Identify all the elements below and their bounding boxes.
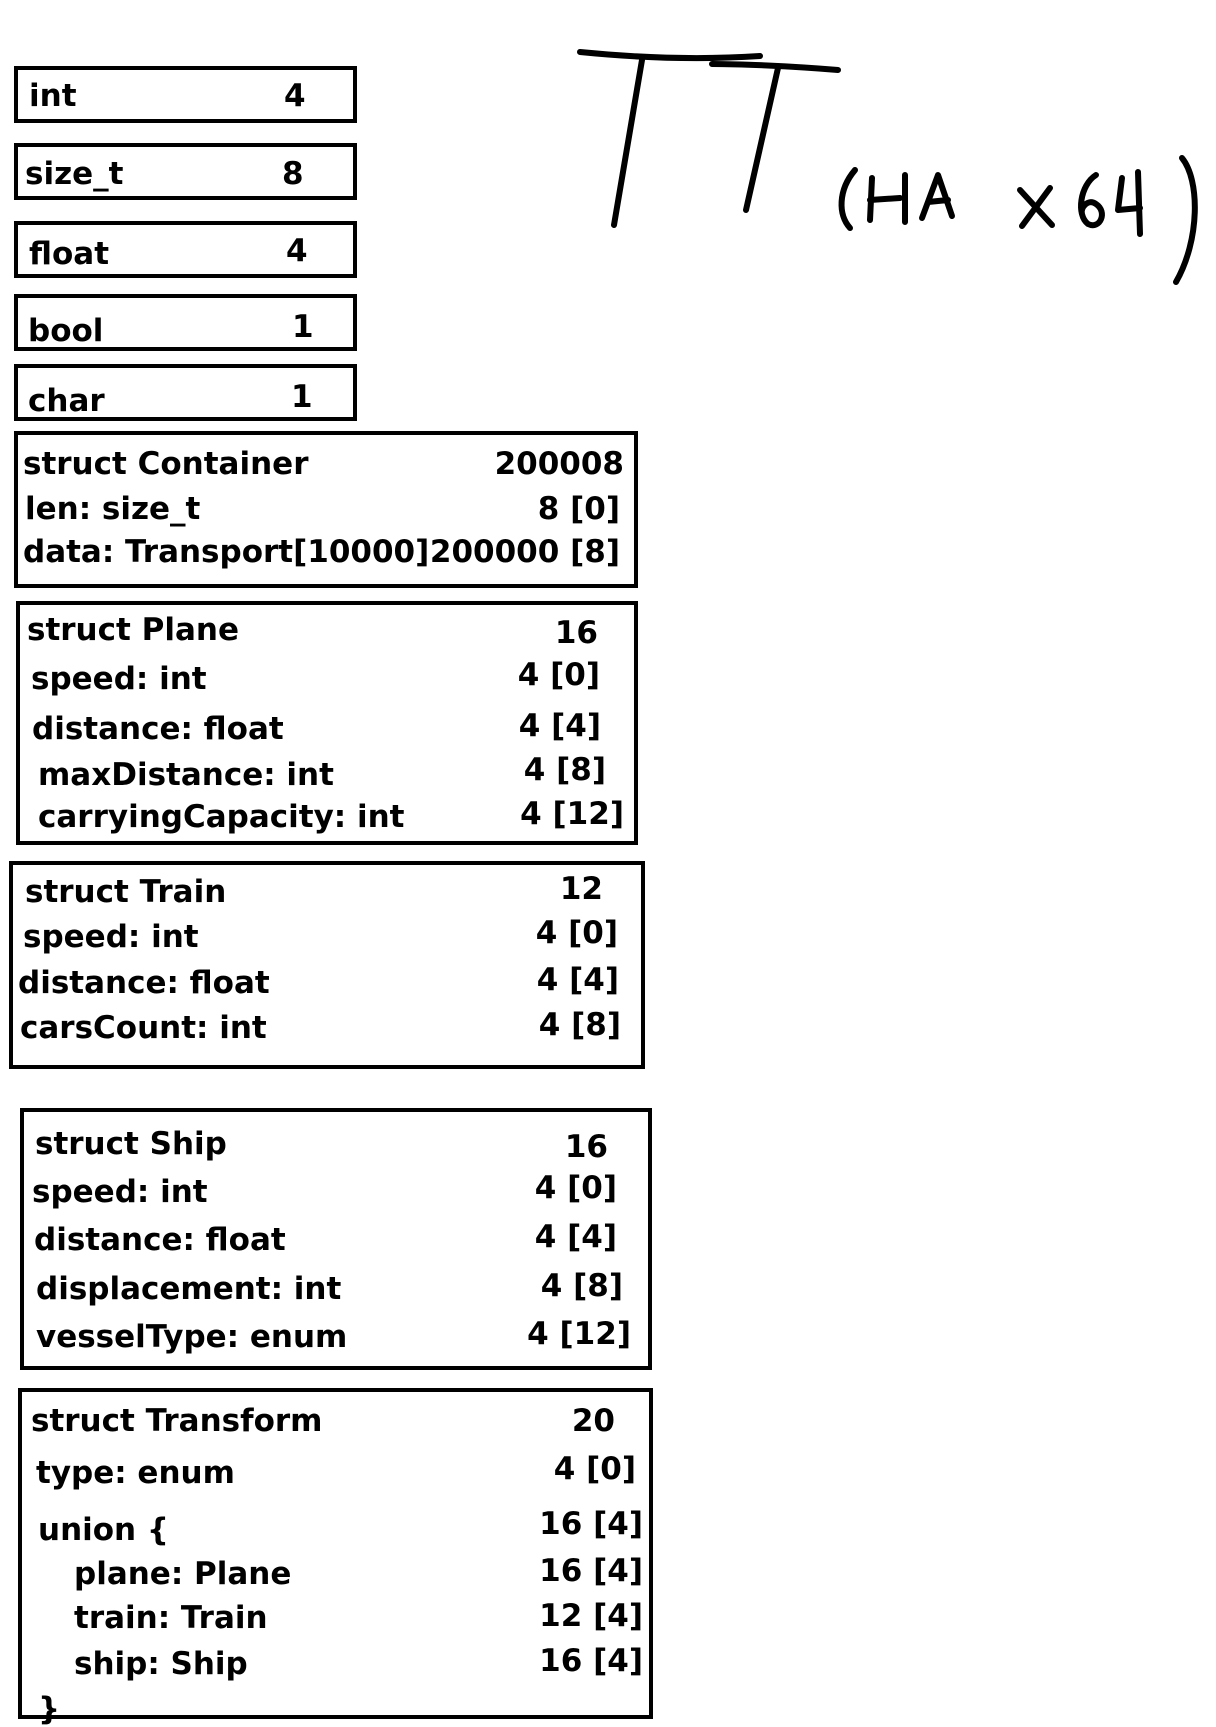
union-member-value: 12 [4] <box>539 1598 643 1634</box>
struct-title: struct Train <box>25 874 227 910</box>
struct-transform-box <box>18 1388 653 1727</box>
union-member-value: 16 [4] <box>539 1643 643 1679</box>
field-value: 4 [0] <box>553 1451 636 1487</box>
union-member-name: ship: Ship <box>74 1646 248 1682</box>
primitive-float-box <box>14 221 357 278</box>
field-value: 4 [0] <box>517 657 600 693</box>
field-value: 4 [8] <box>523 752 606 788</box>
field-value: 4 [0] <box>535 915 618 951</box>
field-name: distance: float <box>34 1222 286 1258</box>
size-value: 4 <box>284 78 306 114</box>
union-value: 16 [4] <box>539 1506 643 1542</box>
field-name: speed: int <box>32 1174 208 1210</box>
struct-size: 20 <box>571 1403 615 1439</box>
struct-ship-box <box>20 1108 652 1370</box>
struct-container-box <box>14 431 638 588</box>
type-label: bool <box>28 313 104 349</box>
type-label: char <box>28 383 105 419</box>
struct-title: struct Container <box>23 446 309 482</box>
struct-train-box <box>9 861 645 1069</box>
field-name: carryingCapacity: int <box>38 799 405 835</box>
field-name: speed: int <box>23 919 199 955</box>
type-label: float <box>29 236 110 272</box>
field-name: carsCount: int <box>20 1010 267 1046</box>
struct-title: struct Transform <box>31 1403 323 1439</box>
union-member-value: 16 [4] <box>539 1553 643 1589</box>
struct-size: 12 <box>559 871 603 907</box>
field-name: data: Transport[10000] <box>23 534 430 570</box>
field-value: 200000 [8] <box>429 534 620 570</box>
field-value: 4 [8] <box>540 1268 623 1304</box>
union-open: union { <box>38 1512 169 1548</box>
struct-title: struct Ship <box>35 1126 227 1162</box>
struct-size: 200008 <box>494 446 624 482</box>
field-name: speed: int <box>31 661 207 697</box>
field-name: type: enum <box>36 1455 235 1491</box>
field-value: 4 [4] <box>518 708 601 744</box>
field-name: displacement: int <box>36 1271 342 1307</box>
struct-title: struct Plane <box>27 612 239 648</box>
primitive-int-box <box>14 66 357 123</box>
struct-plane-box <box>16 601 638 845</box>
field-name: distance: float <box>32 711 284 747</box>
struct-size: 16 <box>564 1129 608 1165</box>
field-name: distance: float <box>18 965 270 1001</box>
field-value: 4 [12] <box>520 796 624 832</box>
field-name: vesselType: enum <box>36 1319 348 1355</box>
field-value: 4 [0] <box>534 1170 617 1206</box>
field-value: 8 [0] <box>537 491 620 527</box>
size-value: 8 <box>282 156 304 192</box>
field-value: 4 [12] <box>527 1316 631 1352</box>
field-name: maxDistance: int <box>38 757 334 793</box>
primitive-bool-box <box>14 294 357 351</box>
field-name: len: size_t <box>25 491 201 527</box>
type-label: size_t <box>25 156 124 192</box>
type-label: int <box>29 78 77 114</box>
size-value: 1 <box>291 379 313 415</box>
field-value: 4 [4] <box>534 1219 617 1255</box>
primitive-size-t-box <box>14 143 357 200</box>
union-member-name: plane: Plane <box>74 1556 292 1592</box>
size-value: 4 <box>286 233 308 269</box>
field-value: 4 [8] <box>538 1007 621 1043</box>
struct-size: 16 <box>554 615 598 651</box>
union-close: } <box>38 1691 61 1727</box>
union-member-name: train: Train <box>74 1600 268 1636</box>
size-value: 1 <box>292 309 314 345</box>
primitive-char-box <box>14 364 357 421</box>
field-value: 4 [4] <box>536 962 619 998</box>
